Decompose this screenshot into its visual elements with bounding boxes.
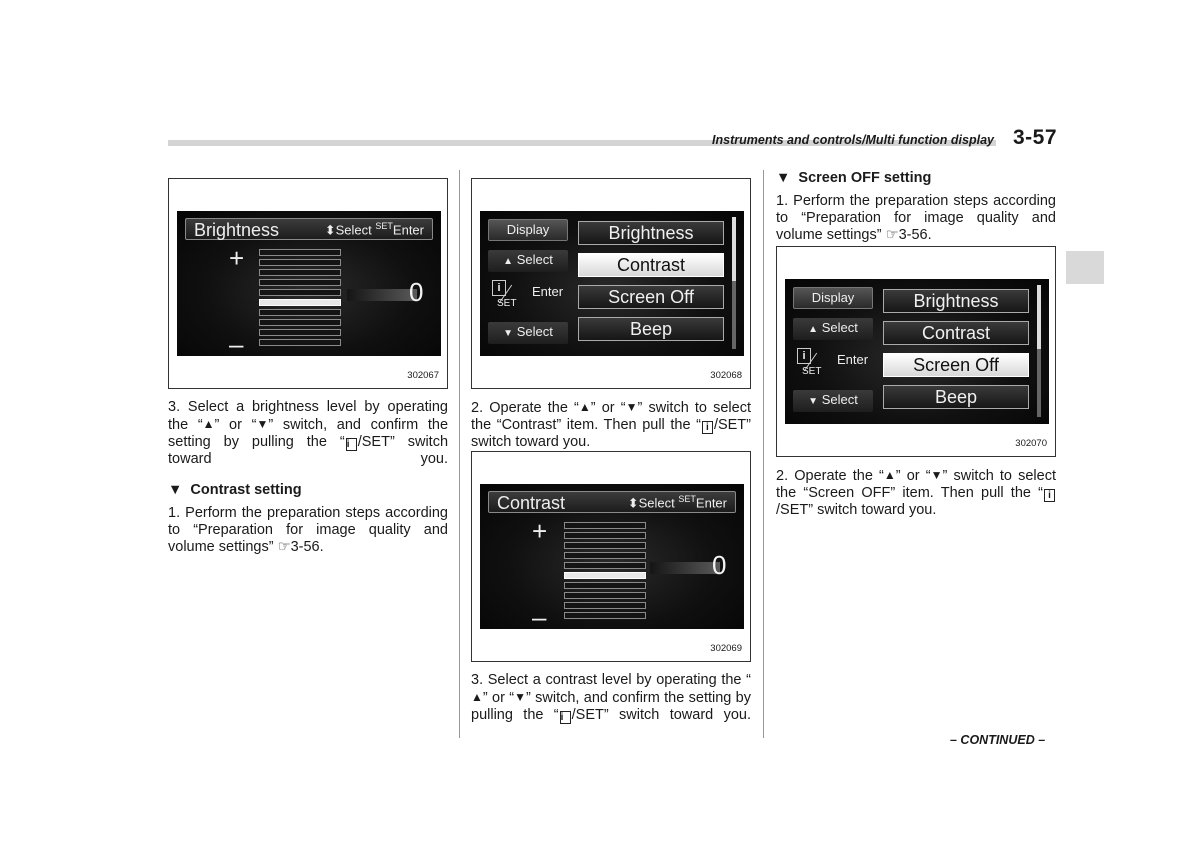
menu-item-brightness[interactable]: Brightness [883, 289, 1029, 313]
display-label: Display [488, 219, 568, 241]
contrast-step1: 1. Perform the preparation steps according to “Preparation for image quality and volume settings” ☞3-56. [168, 505, 448, 555]
menu-screen [785, 279, 1049, 424]
down-arrow-icon: ▼ [930, 468, 943, 482]
menu-item-contrast[interactable]: Contrast [883, 321, 1029, 345]
contrast-step3: 3. Select a contrast level by operating the “▲” or “▼” switch, and confirm the setting by pulling the “ i /SET” switch toward you. [471, 672, 752, 723]
level-slot [564, 532, 646, 539]
level-value: 0 [712, 550, 727, 580]
plus-icon: + [229, 243, 245, 273]
contrast-screen [480, 484, 744, 629]
screen-off-step1: 1. Perform the preparation steps according to “Preparation for image quality and volume settings” ☞3-56. [776, 193, 1056, 243]
up-arrow-icon: ▲ [808, 324, 819, 335]
level-slot [259, 309, 341, 316]
down-arrow-icon: ▼ [503, 328, 514, 339]
level-slot [564, 552, 646, 559]
level-controls [325, 221, 424, 238]
figure-number: 302069 [710, 643, 742, 654]
screen-off-step2: 2. Operate the “▲” or “▼” switch to select the “Screen OFF” item. Then pull the “ i/SET” switch toward you. [776, 468, 1056, 518]
select-down-label: ▼ Select [793, 390, 873, 412]
set-superscript: SET [375, 221, 393, 231]
figure-contrast [471, 451, 751, 662]
level-title: Contrast [497, 493, 566, 513]
select-down-label: ▼ Select [488, 322, 568, 344]
menu-scrollbar [1037, 285, 1041, 417]
set-superscript: SET [678, 494, 696, 504]
enter-label: Enter [392, 222, 424, 238]
continued-footer: – CONTINUED – [950, 733, 1046, 747]
level-controls [628, 494, 727, 511]
figure-contrast-menu [471, 178, 751, 389]
figure-number: 302070 [1015, 438, 1047, 449]
level-slot [259, 269, 341, 276]
level-value: 0 [409, 277, 424, 307]
level-title-bar [488, 491, 736, 513]
level-slot [564, 562, 646, 569]
level-slot [259, 279, 341, 286]
level-slot [564, 542, 646, 549]
menu-item-screen-off[interactable]: Screen Off [883, 353, 1029, 377]
figure-number: 302067 [407, 370, 439, 381]
menu-item-beep[interactable]: Beep [883, 385, 1029, 409]
brightness-step3: 3. Select a brightness level by operating the “▲” or “▼” switch, and confirm the setting by pulling the “ i /SET” switch toward you. [168, 399, 449, 467]
down-arrow-icon: ▼ [808, 396, 819, 407]
level-slot [564, 592, 646, 599]
info-icon: i [1044, 489, 1055, 502]
minus-icon: – [229, 329, 244, 356]
up-arrow-icon: ▲ [471, 690, 483, 704]
set-label: SET [802, 366, 822, 377]
down-arrow-icon: ▼ [514, 690, 526, 704]
enter-label: Enter [837, 352, 869, 367]
page-number: 3-57 [1013, 126, 1058, 149]
enter-label: Enter [532, 284, 564, 299]
set-label: SET [497, 298, 517, 309]
minus-icon: – [532, 602, 547, 629]
enter-control [797, 348, 877, 382]
info-icon: i [560, 711, 571, 724]
enter-label: Enter [695, 495, 727, 511]
enter-control [492, 280, 572, 314]
down-arrow-icon: ▼ [625, 400, 638, 414]
level-slot [564, 582, 646, 589]
menu-item-brightness[interactable]: Brightness [578, 221, 724, 245]
brightness-screen [177, 211, 441, 356]
menu-scrollbar [732, 217, 736, 349]
up-arrow-icon: ▲ [578, 400, 591, 414]
info-icon: i [346, 438, 357, 451]
level-slot [564, 522, 646, 529]
level-slot [259, 329, 341, 336]
select-arrows-icon: ⬍ [627, 495, 639, 511]
level-title-bar [185, 218, 433, 240]
select-up-label: ▲ Select [793, 318, 873, 340]
level-slot [259, 259, 341, 266]
contrast-setting-heading: ▼ Contrast setting [168, 482, 302, 498]
up-arrow-icon: ▲ [202, 417, 215, 431]
menu-item-contrast[interactable]: Contrast [578, 253, 724, 277]
heading-marker-icon: ▼ [776, 170, 791, 186]
level-slot [259, 339, 341, 346]
menu-item-beep[interactable]: Beep [578, 317, 724, 341]
up-arrow-icon: ▲ [883, 468, 896, 482]
select-label: Select [638, 495, 675, 511]
level-slot-active [259, 299, 341, 306]
up-arrow-icon: ▲ [503, 256, 514, 267]
menu-screen [480, 211, 744, 356]
level-slot [259, 249, 341, 256]
column-divider [459, 170, 460, 738]
chapter-tab [1066, 251, 1104, 284]
select-arrows-icon: ⬍ [324, 222, 336, 238]
level-slot-active [564, 572, 646, 579]
info-icon: i [702, 421, 713, 434]
down-arrow-icon: ▼ [256, 417, 269, 431]
level-slot [564, 602, 646, 609]
figure-screen-off-menu [776, 246, 1056, 457]
scrollbar-thumb [1037, 285, 1041, 349]
info-icon: i [492, 280, 506, 296]
plus-icon: + [532, 516, 548, 546]
select-label: Select [335, 222, 372, 238]
screen-off-heading: ▼ Screen OFF setting [776, 170, 932, 186]
info-icon: i [797, 348, 811, 364]
menu-item-screen-off[interactable]: Screen Off [578, 285, 724, 309]
level-slot [259, 289, 341, 296]
scrollbar-thumb [732, 217, 736, 281]
value-glow [650, 562, 720, 574]
select-up-label: ▲ Select [488, 250, 568, 272]
column-divider [763, 170, 764, 738]
level-title: Brightness [194, 220, 280, 240]
contrast-step2: 2. Operate the “▲” or “▼” switch to select the “Contrast” item. Then pull the “ i /SET” switch toward you. [471, 400, 751, 450]
level-slot [564, 612, 646, 619]
figure-number: 302068 [710, 370, 742, 381]
value-glow [347, 289, 417, 301]
heading-marker-icon: ▼ [168, 482, 183, 498]
header-section-title: Instruments and controls/Multi function display [712, 133, 994, 147]
level-slot [259, 319, 341, 326]
display-label: Display [793, 287, 873, 309]
figure-brightness [168, 178, 448, 389]
